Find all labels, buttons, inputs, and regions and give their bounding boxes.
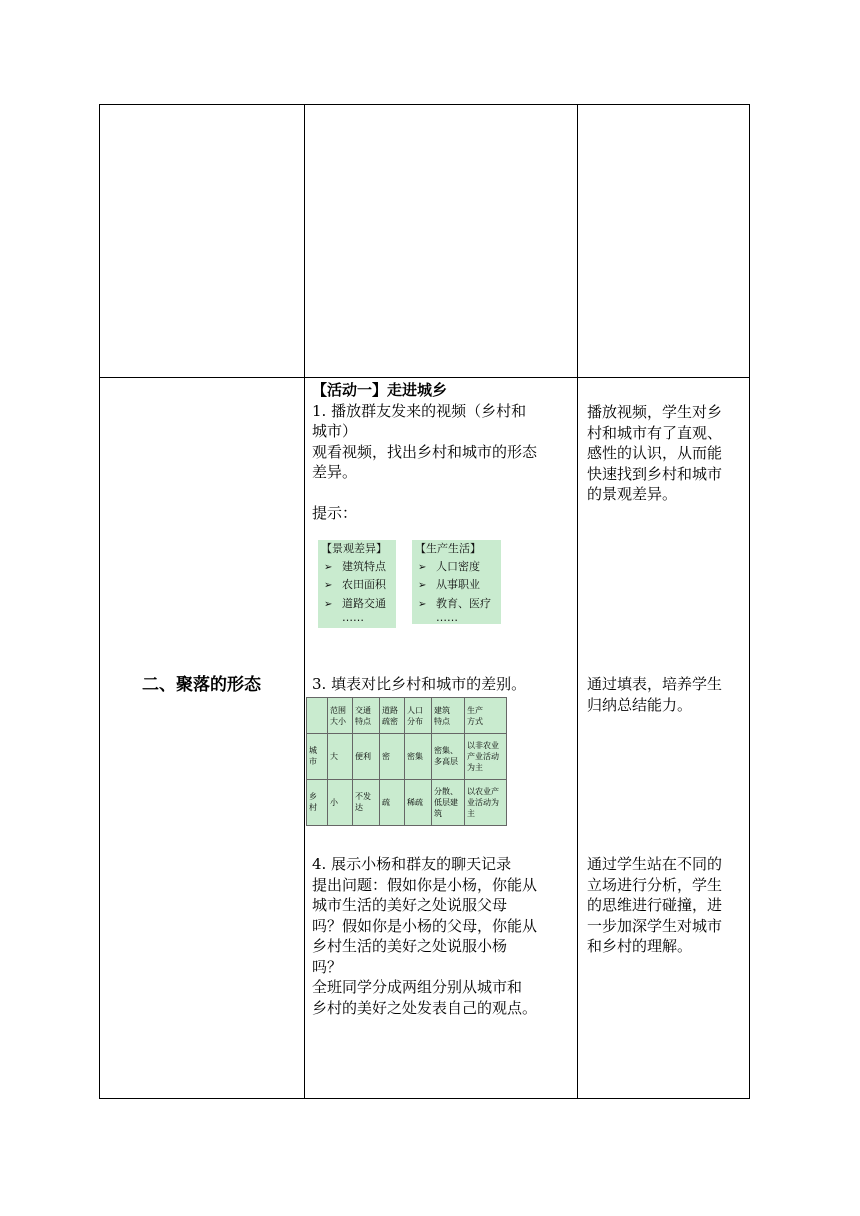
column-divider-2 <box>577 104 578 1099</box>
table-border-right <box>749 104 750 1099</box>
hint-item: ➢ 人口密度 <box>412 558 501 577</box>
table-cell: 以农业产 业活动为 主 <box>465 779 507 825</box>
intent-line: 一步加深学生对城市 <box>587 916 723 935</box>
table-cell: 不发 达 <box>353 779 380 825</box>
hint-box-title: 【景观差异】 <box>321 542 387 555</box>
step4-line: 全班同学分成两组分别从城市和 <box>312 978 523 996</box>
comparison-row-city <box>307 734 507 779</box>
step4-line: 城市生活的美好之处说服父母 <box>312 896 508 914</box>
hint-item: ➢ 建筑特点 <box>318 558 396 577</box>
hint-box-title: 【生产生活】 <box>415 542 481 555</box>
intent-paragraph-1 <box>587 402 747 505</box>
header-cell: 人口 分布 <box>405 698 432 734</box>
step4-line: 吗？假如你是小杨的父母，你能从 <box>312 916 538 935</box>
arrow-bullet-icon: ➢ <box>324 598 333 610</box>
arrow-bullet-icon: ➢ <box>418 561 427 573</box>
comparison-table <box>306 697 507 826</box>
hint-box-production-life <box>412 540 501 624</box>
step4-line: 乡村生活的美好之处说服小杨 <box>312 937 508 955</box>
intent-line: 感性的认识，从而能 <box>587 444 723 462</box>
table-cell: 大 <box>328 734 353 779</box>
comparison-header-row <box>307 698 507 734</box>
step4-line: 提出问题：假如你是小杨，你能从 <box>312 875 538 894</box>
arrow-bullet-icon: ➢ <box>324 580 333 591</box>
column-divider-1 <box>304 104 305 1099</box>
lesson-table <box>99 104 750 1099</box>
comparison-row-village <box>307 779 507 825</box>
hint-label: 提示： <box>312 503 358 522</box>
activity-content <box>312 380 574 523</box>
intent-paragraph-3 <box>587 854 747 957</box>
table-border-bottom <box>99 1098 750 1099</box>
step1-line: 1. 播放群友发来的视频（乡村和 <box>312 401 527 420</box>
table-border-top <box>99 104 750 105</box>
hint-item: ➢ 从事职业 <box>412 576 501 595</box>
stage-title: 二、聚落的形态 <box>142 675 261 695</box>
hint-item: ➢ 农田面积 <box>318 576 396 595</box>
step4-line: 吗？ <box>312 957 343 976</box>
step3-text: 3. 填表对比乡村和城市的差别。 <box>312 675 527 693</box>
table-cell: 便利 <box>353 734 380 779</box>
step1-line: 城市） <box>312 422 358 440</box>
arrow-bullet-icon: ➢ <box>324 561 333 573</box>
table-border-left <box>99 104 100 1099</box>
table-cell: 分散、 低层建 筑 <box>432 779 465 825</box>
step4-line: 4. 展示小杨和群友的聊天记录 <box>312 855 512 873</box>
table-cell: 小 <box>328 779 353 825</box>
header-cell: 建筑 特点 <box>432 698 465 734</box>
step4-line: 乡村的美好之处发表自己的观点。 <box>312 998 538 1017</box>
intent-paragraph-2 <box>587 674 747 715</box>
intent-line: 立场进行分析，学生 <box>587 875 723 894</box>
intent-line: 通过填表，培养学生 <box>587 675 723 693</box>
intent-line: 快速找到乡村和城市 <box>587 464 723 483</box>
intent-line: 归纳总结能力。 <box>587 695 693 714</box>
header-cell: 生产 方式 <box>465 698 507 734</box>
header-cell: 交通 特点 <box>353 698 380 734</box>
table-cell: 疏 <box>380 779 405 825</box>
arrow-bullet-icon: ➢ <box>418 580 427 591</box>
table-cell: 乡 村 <box>307 779 328 825</box>
header-cell <box>307 698 328 734</box>
table-cell: 密集 <box>405 734 432 779</box>
intent-line: 和乡村的理解。 <box>587 937 693 955</box>
hint-item: ➢ 道路交通 <box>318 595 396 614</box>
table-cell: 密集、 多高层 <box>432 734 465 779</box>
intent-line: 播放视频，学生对乡 <box>587 403 723 421</box>
hint-more: …… <box>436 611 458 624</box>
hint-item: ➢ 教育、医疗 <box>412 595 501 614</box>
step1-line: 差异。 <box>312 463 358 481</box>
header-cell: 范围 大小 <box>328 698 353 734</box>
row-divider <box>99 377 750 378</box>
table-cell: 密 <box>380 734 405 779</box>
table-cell: 稀疏 <box>405 779 432 825</box>
arrow-bullet-icon: ➢ <box>418 598 427 610</box>
table-cell: 以非农业 产业活动 为主 <box>465 734 507 779</box>
intent-line: 通过学生站在不同的 <box>587 855 723 873</box>
intent-line: 的思维进行碰撞，进 <box>587 896 723 914</box>
step1-line: 观看视频，找出乡村和城市的形态 <box>312 442 538 461</box>
intent-line: 村和城市有了直观、 <box>587 423 723 442</box>
hint-more: …… <box>342 611 364 624</box>
step4-content <box>312 854 574 1018</box>
activity-heading: 【活动一】走进城乡 <box>312 381 448 399</box>
table-cell: 城 市 <box>307 734 328 779</box>
intent-line: 的景观差异。 <box>587 485 678 503</box>
hint-box-landscape <box>318 540 396 628</box>
header-cell: 道路 疏密 <box>380 698 405 734</box>
